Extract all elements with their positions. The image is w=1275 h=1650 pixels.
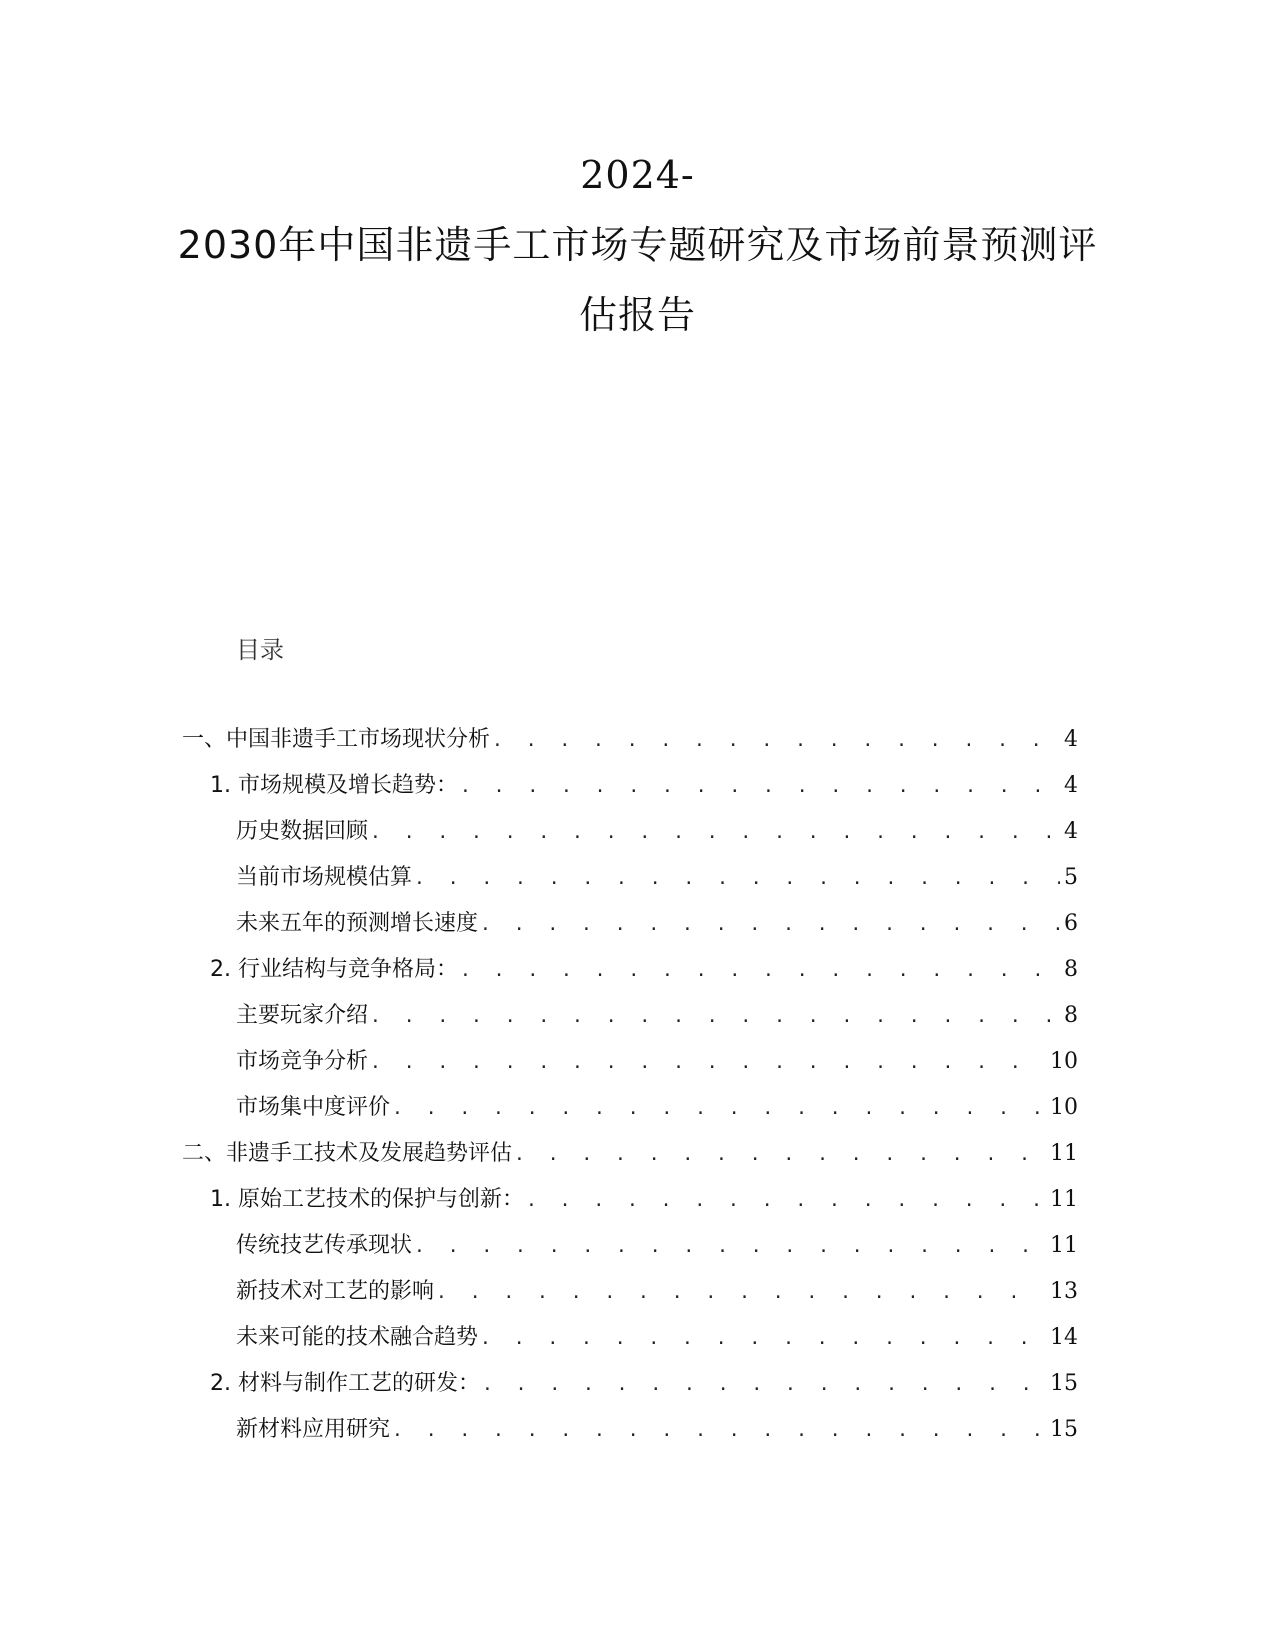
toc-entry-label: 传统技艺传承现状 [236,1233,413,1258]
toc-dot-leader [414,1227,1046,1267]
toc-entry[interactable] [236,1042,1078,1082]
toc-entry[interactable] [236,904,1078,944]
toc-entry-label: 1. 原始工艺技术的保护与创新： [210,1187,524,1212]
toc-entry-page: 11 [1050,1233,1078,1258]
toc-entry-page: 6 [1064,911,1078,936]
toc-heading: 目录 [236,636,284,664]
toc-entry-page: 11 [1050,1187,1078,1212]
toc-dot-leader [482,1365,1046,1405]
toc-dot-leader [514,1135,1046,1175]
toc-dot-leader [392,1411,1046,1451]
toc-entry[interactable] [210,1180,1078,1220]
title-line-2: 2030年中国非遗手工市场专题研究及市场前景预测评 [177,223,1098,267]
toc-entry[interactable] [236,1318,1078,1358]
toc-entry-page: 13 [1050,1279,1078,1304]
toc-entry-label: 市场集中度评价 [236,1095,391,1120]
toc-entry-page: 10 [1050,1049,1078,1074]
toc-dot-leader [480,905,1060,945]
toc-entry-page: 4 [1064,819,1078,844]
toc-entry-label: 当前市场规模估算 [236,865,413,890]
toc-dot-leader [370,1043,1046,1083]
toc-dot-leader [370,813,1060,853]
toc-entry[interactable] [236,1410,1078,1450]
toc-entry[interactable] [236,996,1078,1036]
toc-entry-page: 8 [1064,957,1078,982]
toc-dot-leader [460,767,1060,807]
toc-dot-leader [414,859,1060,899]
toc-entry-label: 主要玩家介绍 [236,1003,369,1028]
toc-entry[interactable] [236,1088,1078,1128]
toc-entry[interactable] [236,812,1078,852]
title-line-3: 估报告 [578,293,696,337]
toc-entry-page: 15 [1050,1371,1078,1396]
toc-dot-leader [392,1089,1046,1129]
toc-entry-label: 二、非遗手工技术及发展趋势评估 [182,1141,513,1166]
toc-entry-page: 8 [1064,1003,1078,1028]
toc-entry-label: 未来可能的技术融合趋势 [236,1325,479,1350]
toc-entry[interactable] [210,950,1078,990]
toc-entry[interactable] [210,1364,1078,1404]
toc-entry-label: 未来五年的预测增长速度 [236,911,479,936]
toc-dot-leader [526,1181,1046,1221]
toc-entry-page: 15 [1050,1417,1078,1442]
toc-entry-page: 14 [1050,1325,1078,1350]
toc-entry-label: 2. 行业结构与竞争格局： [210,957,458,982]
toc-entry-label: 一、中国非遗手工市场现状分析 [182,727,491,752]
toc-entry-label: 1. 市场规模及增长趋势： [210,773,458,798]
toc-entry-page: 5 [1064,865,1078,890]
toc-entry-label: 历史数据回顾 [236,819,369,844]
toc-entry[interactable] [210,766,1078,806]
toc-dot-leader [480,1319,1046,1359]
toc-entry-page: 4 [1064,727,1078,752]
toc-dot-leader [460,951,1060,991]
toc-entry-page: 11 [1050,1141,1078,1166]
title-line-1: 2024- [580,153,695,197]
toc-entry-page: 10 [1050,1095,1078,1120]
toc-entry-page: 4 [1064,773,1078,798]
toc-entry-label: 新材料应用研究 [236,1417,391,1442]
toc-entry[interactable] [182,1134,1078,1174]
toc-entry[interactable] [236,1272,1078,1312]
toc-entry-label: 市场竞争分析 [236,1049,369,1074]
toc-dot-leader [436,1273,1046,1313]
toc-entry[interactable] [182,720,1078,760]
toc-entry-label: 新技术对工艺的影响 [236,1279,435,1304]
toc-dot-leader [370,997,1060,1037]
toc-entry[interactable] [236,858,1078,898]
document-title [0,140,1275,350]
toc-entry-label: 2. 材料与制作工艺的研发： [210,1371,480,1396]
toc-dot-leader [492,721,1060,761]
toc-entry[interactable] [236,1226,1078,1266]
